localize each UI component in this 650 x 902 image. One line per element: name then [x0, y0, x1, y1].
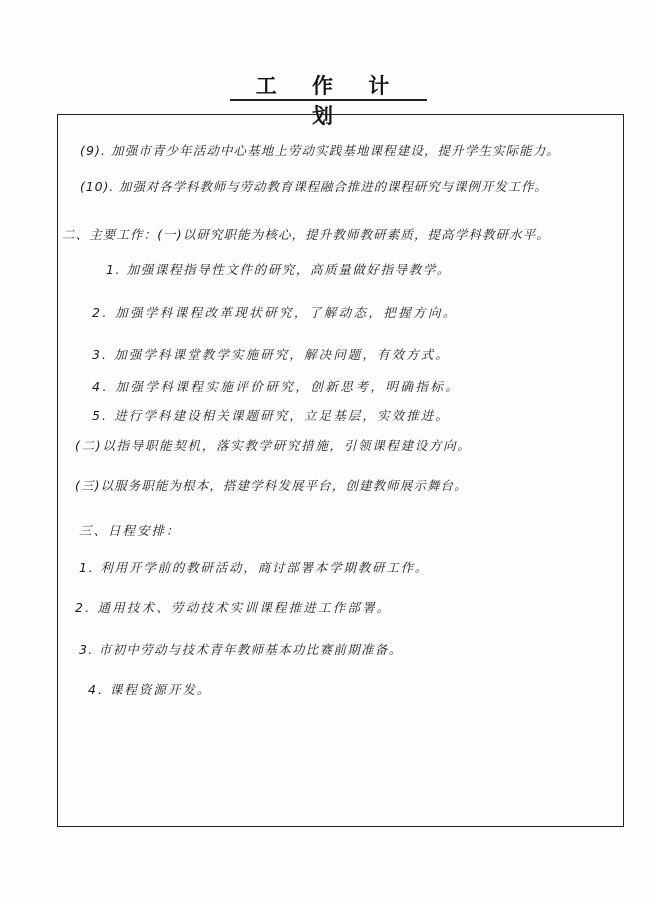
- text-line-12: 1. 利用开学前的教研活动，商讨部署本学期教研工作。: [79, 560, 430, 575]
- text-line-11: 三、日程安排：: [79, 523, 181, 538]
- text-line-6: 3. 加强学科课堂教学实施研究，解决问题，有效方式。: [92, 347, 451, 362]
- text-line-9: (二)以指导职能契机，落实教学研究措施，引领课程建设方向。: [75, 438, 472, 453]
- text-line-7: 4. 加强学科课程实施评价研究，创新思考，明确指标。: [92, 379, 461, 394]
- text-line-2: (10). 加强对各学科教师与劳动教育课程融合推进的课程研究与课例开发工作。: [80, 179, 548, 194]
- text-line-15: 4. 课程资源开发。: [88, 682, 212, 697]
- text-line-10: (三)以服务职能为根本，搭建学科发展平台，创建教师展示舞台。: [75, 478, 468, 493]
- text-line-3: 二、主要工作：(一)以研究职能为核心，提升教师教研素质，提高学科教研水平。: [62, 227, 550, 242]
- text-line-5: 2. 加强学科课程改革现状研究，了解动态，把握方向。: [92, 305, 458, 320]
- text-line-14: 3. 市初中劳动与技术青年教师基本功比赛前期准备。: [79, 642, 403, 657]
- title-underline: [230, 99, 427, 101]
- text-line-4: 1. 加强课程指导性文件的研究，高质量做好指导教学。: [106, 262, 452, 277]
- text-line-13: 2. 通用技术、劳动技术实训课程推进工作部署。: [75, 600, 392, 615]
- content-frame: [57, 114, 624, 827]
- text-line-1: (9). 加强市青少年活动中心基地上劳动实践基地课程建设，提升学生实际能力。: [80, 143, 560, 158]
- text-line-8: 5. 进行学科建设相关课题研究，立足基层，实效推进。: [92, 408, 451, 423]
- document-title: 工 作 计 划: [255, 73, 404, 128]
